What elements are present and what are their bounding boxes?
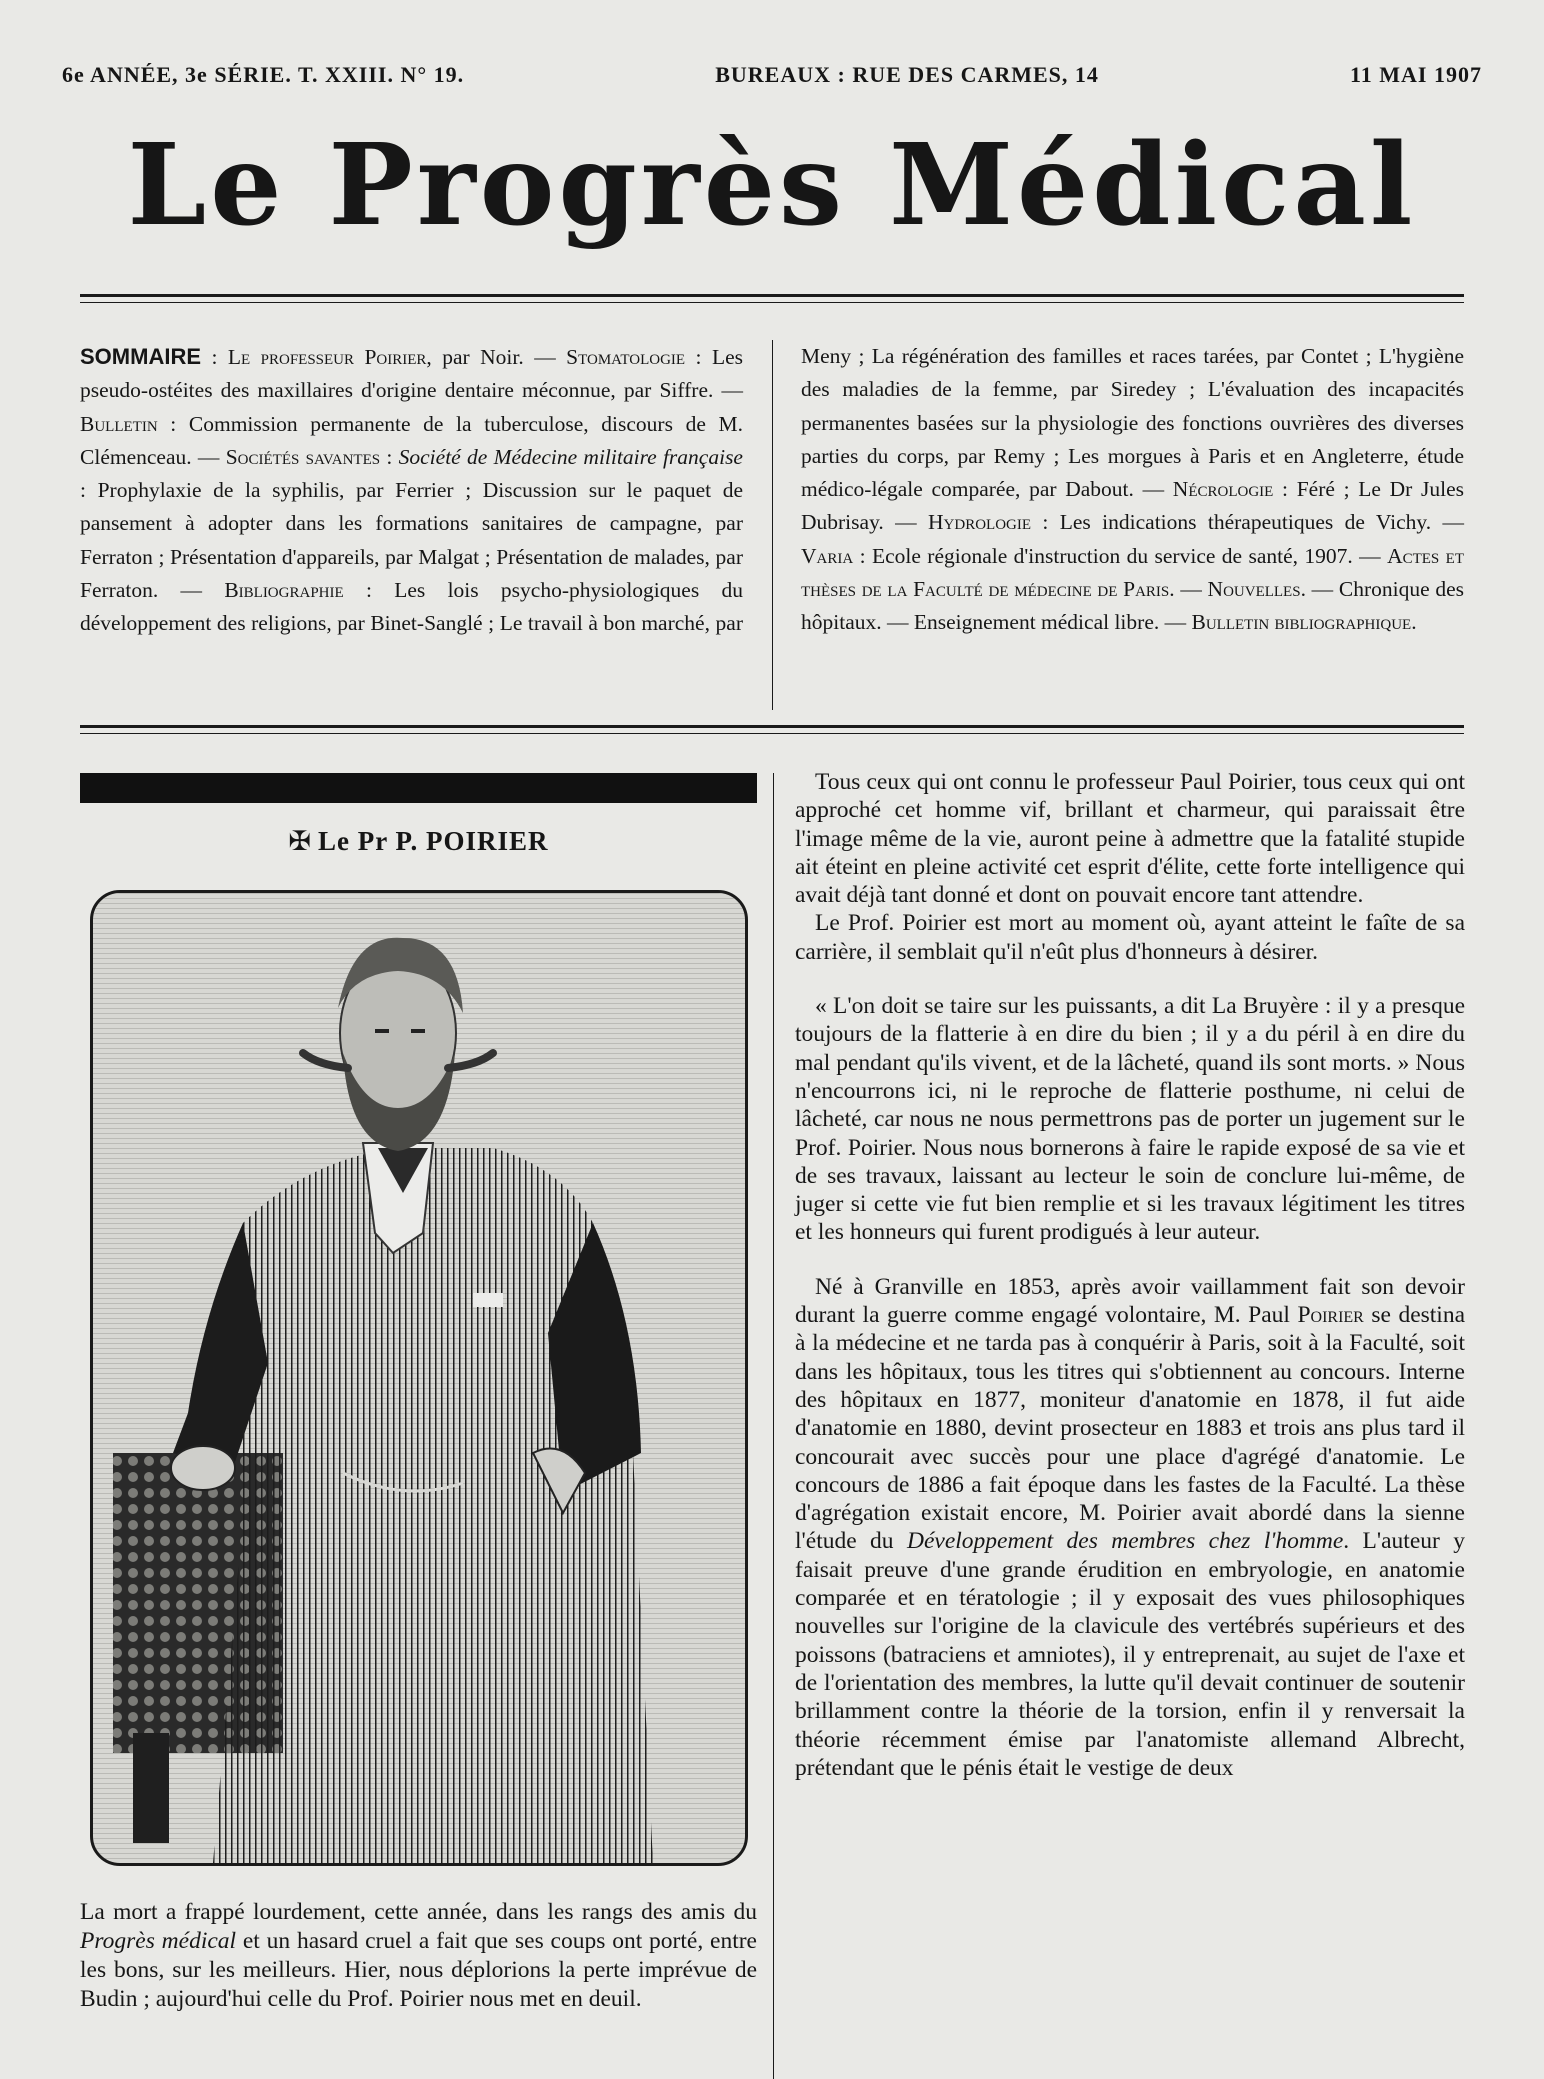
caption-text: La mort a frappé lourdement, cette année, dans les rangs des amis du bbox=[80, 1899, 757, 1925]
portrait-figure-icon bbox=[93, 893, 745, 1863]
article-caption bbox=[80, 1898, 757, 2014]
caption-journal-name: Progrès médical bbox=[80, 1928, 237, 1954]
toc-section: Hydrologie bbox=[928, 510, 1032, 535]
portrait-engraving bbox=[90, 890, 748, 1866]
masthead-rule bbox=[80, 294, 1464, 297]
article-body bbox=[795, 768, 1465, 1782]
sommaire-label: SOMMAIRE bbox=[80, 344, 201, 369]
thesis-title: Développement des membres chez l'homme bbox=[906, 1528, 1344, 1555]
black-banner bbox=[80, 773, 757, 803]
cross-icon: ✠ bbox=[288, 826, 313, 856]
paragraph-1: Tous ceux qui ont connu le professeur Paul Poirier, tous ceux qui ont approché cet homme vif, brillant et charmeur, qui paraissait être l'image même de la vie, auront peine à admettre que la fatalité stupide ait éteint en pleine activité cet esprit d'élite, cette forte intelligence qui avait déjà tant donné et dont on pouvait encore tant attendre. bbox=[795, 769, 1465, 909]
paragraph-text: . L'auteur y faisait preuve d'une grande érudition en embryologie, en anatomie comparée et en tératologie ; il y exposait des vues philosophiques nouvelles sur l'origine de la clavicule des vertébrés supérieurs et des poissons (batraciens et amniotes), il y entreprenait, au sujet de l'axe et de l'orientation des membres, la lutte qu'il devait continuer de soutenir brillamment contre la théorie de la torsion, enfin il y renversait la théorie récemment émise par l'anatomiste allemand Albrecht, prétendant que le pénis était le vestige de deux bbox=[795, 1528, 1465, 1781]
toc-text: : Les indications thérapeutiques de Vichy. — bbox=[1031, 510, 1464, 535]
toc-section: Nécrologie bbox=[1172, 477, 1274, 502]
paragraph-2: Le Prof. Poirier est mort au moment où, ayant atteint le faîte de sa carrière, il semblait qu'il n'eût plus d'honneurs à désirer. bbox=[795, 910, 1465, 965]
toc-section: Bulletin bibliographique bbox=[1191, 610, 1412, 635]
paragraph-name: Poirier bbox=[1297, 1302, 1364, 1329]
toc-text: : Ecole régionale d'instruction du service de santé, 1907. — bbox=[853, 543, 1388, 568]
toc-text: : Les pseudo-ostéites des maxillaires d'origine dentaire méconnue, par Siffre. — bbox=[80, 345, 743, 403]
issue-date: 11 MAI 1907 bbox=[1349, 62, 1482, 87]
sommaire-rule bbox=[80, 725, 1464, 728]
toc-society: Société de Médecine militaire française bbox=[398, 444, 743, 469]
issue-info: 6e ANNÉE, 3e SÉRIE. T. XXIII. N° 19. bbox=[62, 62, 465, 87]
paragraph-3: « L'on doit se taire sur les puissants, a dit La Bruyère : il y a presque toujours de la flatterie à en dire du bien ; il y a du péril à en dire du mal pendant qu'ils vivent, et de la lâcheté, quand ils sont morts. » Nous n'encourrons ici, ni le reproche de flatterie posthume, ni celui de lâcheté, car nous ne nous permettrons pas de porter un jugement sur le Prof. Poirier. Nous nous bornerons à faire le rapide exposé de sa vie et de ses travaux, laissant au lecteur le soin de conclure lui-même, de juger si cette vie fut bien remplie et si les travaux légitiment les titres et les honneurs qui furent prodigués à leur auteur. bbox=[795, 993, 1465, 1246]
paragraph-text: Né à Granville en 1853, après avoir vaillamment fait son devoir durant la guerre comme engagé volontaire, M. Paul bbox=[795, 1273, 1465, 1329]
toc-section: Bulletin bbox=[80, 411, 158, 436]
toc-text: : Féré ; Le Dr Jules Dubrisay. — bbox=[801, 477, 1464, 535]
toc-text: . bbox=[1411, 610, 1417, 635]
caption-text: et un hasard cruel a fait que ses coups ont porté, entre les bons, sur les meilleurs. Hier, nous déplorions la perte imprévue de Budin ; aujourd'hui celle du Prof. Poirier nous met en deuil. bbox=[80, 1928, 757, 2012]
toc-text: : bbox=[201, 345, 228, 369]
sommaire-rule-thin bbox=[80, 733, 1464, 734]
toc-text: , par Noir. — bbox=[426, 345, 567, 369]
toc-text: : bbox=[380, 444, 399, 469]
toc-text: : Prophylaxie de la syphilis, par Ferrier ; Discussion sur le paquet de pansement à adopter dans les formations sanitaires de campagne, par Ferraton ; Présentation d'appareils, par Malgat ; Présentation de malades, par Ferraton. — bbox=[80, 478, 743, 603]
article-title bbox=[80, 826, 757, 857]
toc-section: Varia bbox=[801, 543, 854, 568]
masthead-rule-thin bbox=[80, 302, 1464, 303]
toc-text: . — bbox=[1169, 577, 1208, 602]
paragraph-4 bbox=[795, 1273, 1465, 1782]
column-rule bbox=[773, 773, 774, 2079]
toc-section: Nouvelles bbox=[1207, 577, 1301, 602]
toc-text: : Les lois psycho-physiologiques du développement des religions, par Binet-Sanglé ; Le travail à bon marché, par Meny ; La régénération des familles et races tarées, par Contet ; L'hygiène des maladies de la femme, par Siredey ; L'évaluation des incapacités permanentes basées sur la physiologie des fonctions ouvrières des diverses parties du corps, par Remy ; Les morgues à Paris et en Angleterre, étude médico-légale comparée, par Dabout. — bbox=[80, 344, 1464, 636]
article-title-text: Le Pr P. POIRIER bbox=[318, 826, 549, 856]
newspaper-title: Le Progrès Médical bbox=[127, 120, 1417, 251]
office-address: BUREAUX : RUE DES CARMES, 14 bbox=[715, 62, 1099, 87]
toc-entry: Le professeur Poirier bbox=[227, 345, 427, 369]
table-of-contents bbox=[80, 340, 1464, 710]
toc-section: Bibliographie bbox=[224, 578, 344, 603]
toc-section: Sociétés savantes bbox=[225, 444, 381, 469]
toc-text: . — Chronique des hôpitaux. — Enseignement médical libre. — bbox=[801, 577, 1464, 635]
toc-text: : Commission permanente de la tuberculose, discours de M. Clémenceau. — bbox=[80, 411, 743, 469]
paragraph-text: se destina à la médecine et ne tarda pas à conquérir à Paris, soit à la Faculté, soit dans les hôpitaux, tous les titres qui s'obtiennent au concours. Interne des hôpitaux en 1877, moniteur d'anatomie en 1878, il fut aide d'anatomie en 1880, devint prosecteur en 1883 et trois ans plus tard il concourait avec succès pour une place d'agrégé d'anatomie. Le concours de 1886 a fait époque dans les fastes de la Faculté. La thèse d'agrégation existait encore, M. Poirier avait abordé dans la sienne l'étude du bbox=[795, 1302, 1466, 1555]
masthead-info-line bbox=[62, 62, 1482, 88]
toc-section: Stomatologie bbox=[566, 345, 686, 369]
toc-section: Actes et thèses de la Faculté de médecine de Paris bbox=[801, 543, 1464, 602]
